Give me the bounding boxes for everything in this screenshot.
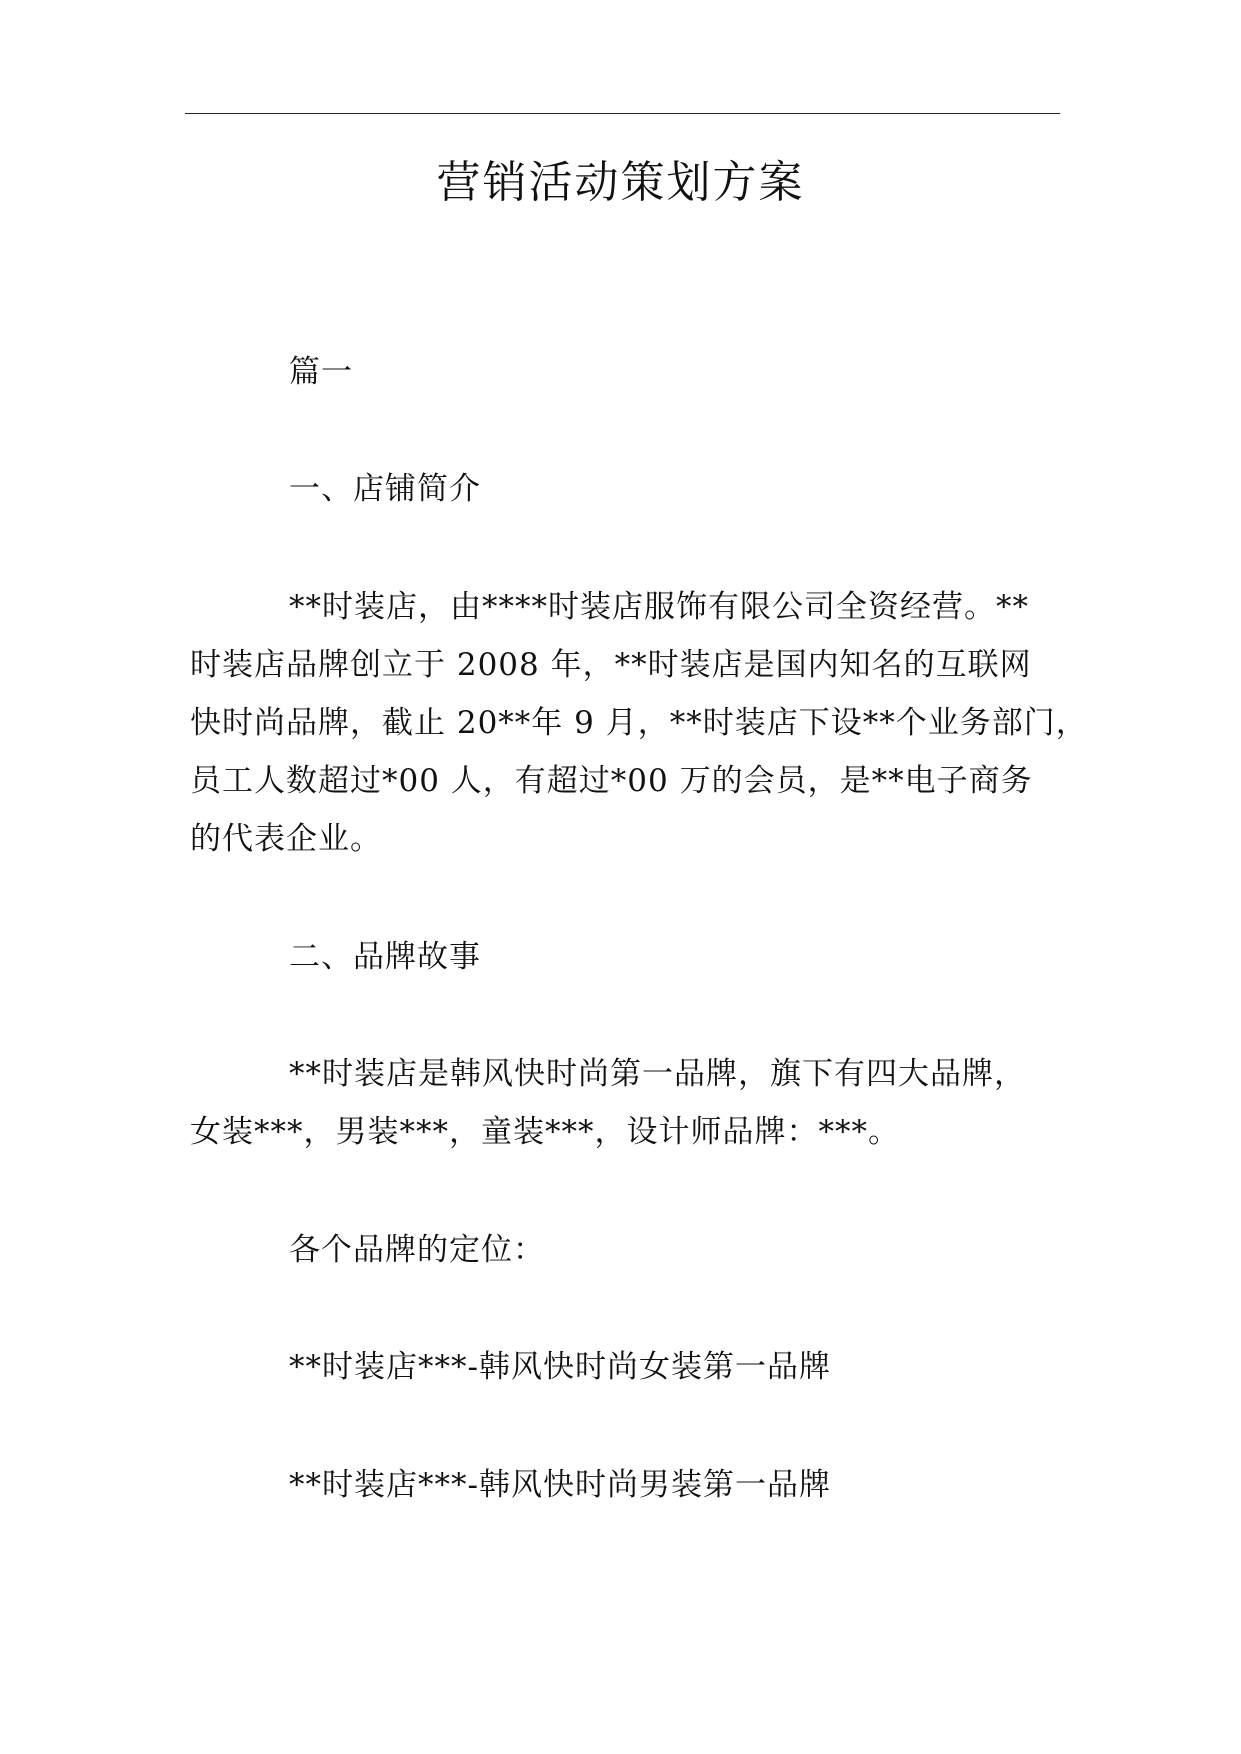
brand-positioning-item: **时装店***-韩风快时尚男装第一品牌	[289, 1467, 831, 1503]
paragraph-line: 的代表企业。	[190, 821, 382, 857]
brand-positioning-intro: 各个品牌的定位：	[289, 1232, 545, 1268]
paragraph-line: 时装店品牌创立于 2008 年，**时装店是国内知名的互联网	[190, 647, 1032, 683]
paragraph-line: 快时尚品牌，截止 20**年 9 月，**时装店下设**个业务部门，	[190, 705, 1088, 741]
paragraph-line: **时装店，由****时装店服饰有限公司全资经营。**	[289, 589, 1029, 625]
part-label: 篇一	[289, 354, 353, 390]
store-intro-paragraph	[190, 578, 1088, 868]
paragraph-line: **时装店是韩风快时尚第一品牌，旗下有四大品牌，	[289, 1056, 1026, 1092]
section-heading-store-intro: 一、店铺简介	[289, 471, 481, 507]
header-rule	[185, 113, 1060, 114]
section-heading-brand-story: 二、品牌故事	[289, 939, 481, 975]
paragraph-line: 员工人数超过*00 人，有超过*00 万的会员，是**电子商务	[190, 763, 1033, 799]
brand-story-paragraph	[190, 1045, 1056, 1161]
brand-positioning-item: **时装店***-韩风快时尚女装第一品牌	[289, 1349, 831, 1385]
paragraph-line: 女装***，男装***，童装***，设计师品牌：***。	[190, 1114, 900, 1150]
document-title: 营销活动策划方案	[436, 157, 805, 208]
